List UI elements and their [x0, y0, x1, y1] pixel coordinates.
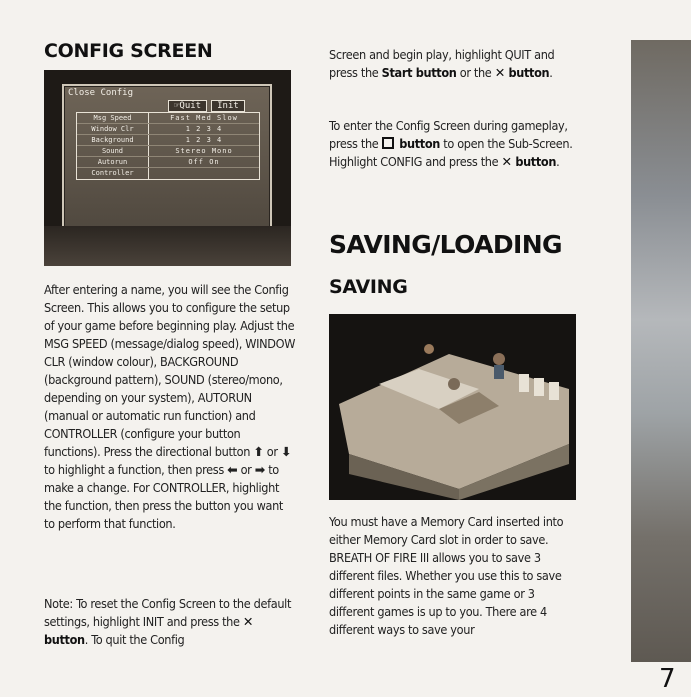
- arrow-down-icon: ⬇: [280, 444, 292, 459]
- saving-paragraph: You must have a Memory Card inserted into either Memory Card slot in order to save. BREATH OF FIRE III allows you to save 3 different files. Whether you use this to save different points in the same game or 3 different games is up to you. There are 4 different ways to save your: [329, 514, 564, 637]
- cross-button-icon: ✕: [242, 614, 254, 629]
- cross-button-icon: ✕: [494, 65, 505, 80]
- config-options-table: [76, 112, 260, 180]
- config-row: Window Clr 1 2 3 4: [77, 124, 259, 135]
- config-screen-heading: CONFIG SCREEN: [44, 40, 213, 62]
- character-art-strip: [631, 40, 691, 662]
- init-option: Init: [211, 100, 245, 112]
- gameplay-config-paragraph: To enter the Config Screen during gameplay, press the button to open the Sub-Screen. Highlight CONFIG and press the ✕ button.: [329, 118, 573, 169]
- arrow-right-icon: ➡: [254, 462, 265, 477]
- config-row: Sound Stereo Mono: [77, 146, 259, 157]
- config-note: Note: To reset the Config Screen to the default settings, highlight INIT and press the ✕ button. To quit the Config: [44, 596, 292, 647]
- saving-heading: SAVING: [329, 276, 408, 298]
- quit-option: ☞Quit: [168, 100, 207, 112]
- screenshot-bottom-band: [44, 226, 291, 266]
- config-screen-screenshot: [44, 70, 291, 266]
- saving-screenshot: [329, 314, 576, 500]
- config-row: Background 1 2 3 4: [77, 135, 259, 146]
- arrow-left-icon: ⬅: [227, 462, 238, 477]
- arrow-up-icon: ⬆: [253, 444, 264, 459]
- cross-button-icon: ✕: [501, 154, 512, 169]
- config-continued-paragraph: Screen and begin play, highlight QUIT and press the Start button or the ✕ button.: [329, 47, 555, 80]
- page-number: 7: [659, 664, 676, 694]
- square-button-icon: [382, 137, 394, 149]
- config-row: Msg Speed Fast Med Slow: [77, 113, 259, 124]
- saving-scene-illustration: [329, 314, 576, 500]
- saving-loading-heading: SAVING/LOADING: [329, 230, 562, 259]
- config-row: Autorun Off On: [77, 157, 259, 168]
- close-config-label: Close Config: [68, 88, 134, 98]
- config-paragraph: After entering a name, you will see the Config Screen. This allows you to configure the setup of your game before beginning play. Adjust the MSG SPEED (message/dialog speed), WINDOW CLR (window colour), BACKGROUND (background pattern), SOUND (stereo/mono, depending on your system), AUTORUN (manual or automatic run function) and CONTROLLER (configure your button functions). Press the directional button ⬆ or ⬇ to highlight a function, then press ⬅ or ➡ to make a change. For CONTROLLER, highlight the function, then press the button you want to perform that function.: [44, 282, 296, 531]
- config-row: Controller: [77, 168, 259, 179]
